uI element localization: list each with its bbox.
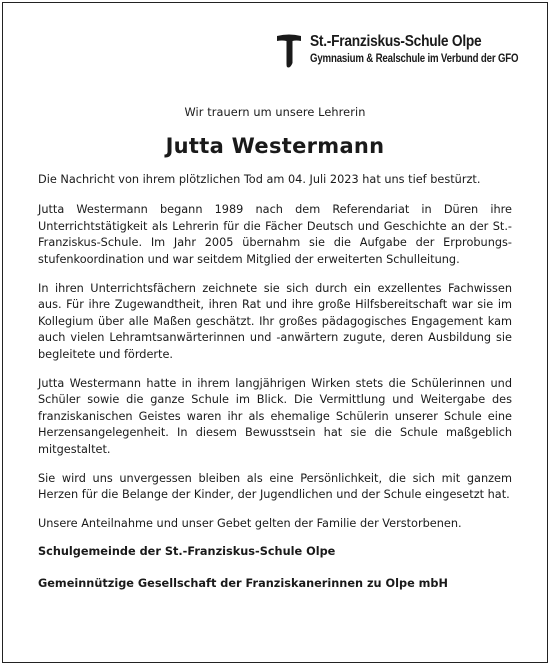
paragraph-remembrance: Sie wird uns unvergessen bleiben als eine Persönlichkeit, die sich mit ganzem Herzen für die Belange der Kinder, der Jugendlichen und der Schule eingesetzt hat.	[38, 471, 512, 502]
signature-school-community: Schulgemeinde der St.-Franziskus-Schule Olpe	[38, 545, 336, 559]
school-header	[276, 33, 550, 69]
deceased-name: Jutta Westermann	[165, 133, 385, 158]
paragraph-announcement: Die Nachricht von ihrem plötzlichen Tod am 04. Juli 2023 hat uns tief bestürzt.	[38, 172, 481, 186]
school-subtitle: Gymnasium & Realschule im Verbund der GFO	[310, 53, 519, 65]
school-identity	[310, 33, 550, 67]
paragraph-condolence: Unsere Anteilnahme und unser Gebet gelten der Familie der Verstorbenen.	[38, 516, 462, 530]
intro-line: Wir trauern um unsere Lehrerin	[184, 106, 366, 119]
paragraph-expertise: In ihren Unterrichtsfächern zeichnete sie sich durch ein exzellentes Fachwissen aus. Für ihre Zugewandtheit, ihren Rat und ihre große Hilfsbereitschaft war sie im Kollegium über alle Maßen geschätzt. Ihr großes pädagogisches Engagement kam auch vielen Lehramtsanwärterinnen und -anwärtern zugute, deren Ausbildung sie begleitete und förderte.	[38, 281, 512, 361]
obituary-content	[38, 105, 512, 592]
paragraph-career: Jutta Westermann begann 1989 nach dem Referendariat in Düren ihre Unterrichtstätigkeit als Lehrerin für die Fächer Deutsch und Geschichte an der St.-Franziskus-Schule. Im Jahr 2005 übernahm sie die Aufgabe der Erprobungsstufenkoordination und war seitdem Mitglied der erweiterten Schulleitung.	[38, 203, 512, 266]
tau-cross-logo-icon	[276, 33, 302, 69]
paragraph-legacy: Jutta Westermann hatte in ihrem langjährigen Wirken stets die Schülerinnen und Schüler sowie die ganze Schule im Blick. Die Vermittlung und Weitergabe des franziskanischen Geistes waren ihr als ehemalige Schülerin unserer Schule eine Herzensangelegenheit. In diesem Bewusstsein hat sie die Schule maßgeblich mitgestaltet.	[38, 376, 512, 456]
school-name: St.-Franziskus-Schule Olpe	[310, 33, 482, 50]
signature-gfo: Gemeinnützige Gesellschaft der Franziskanerinnen zu Olpe mbH	[38, 576, 448, 590]
